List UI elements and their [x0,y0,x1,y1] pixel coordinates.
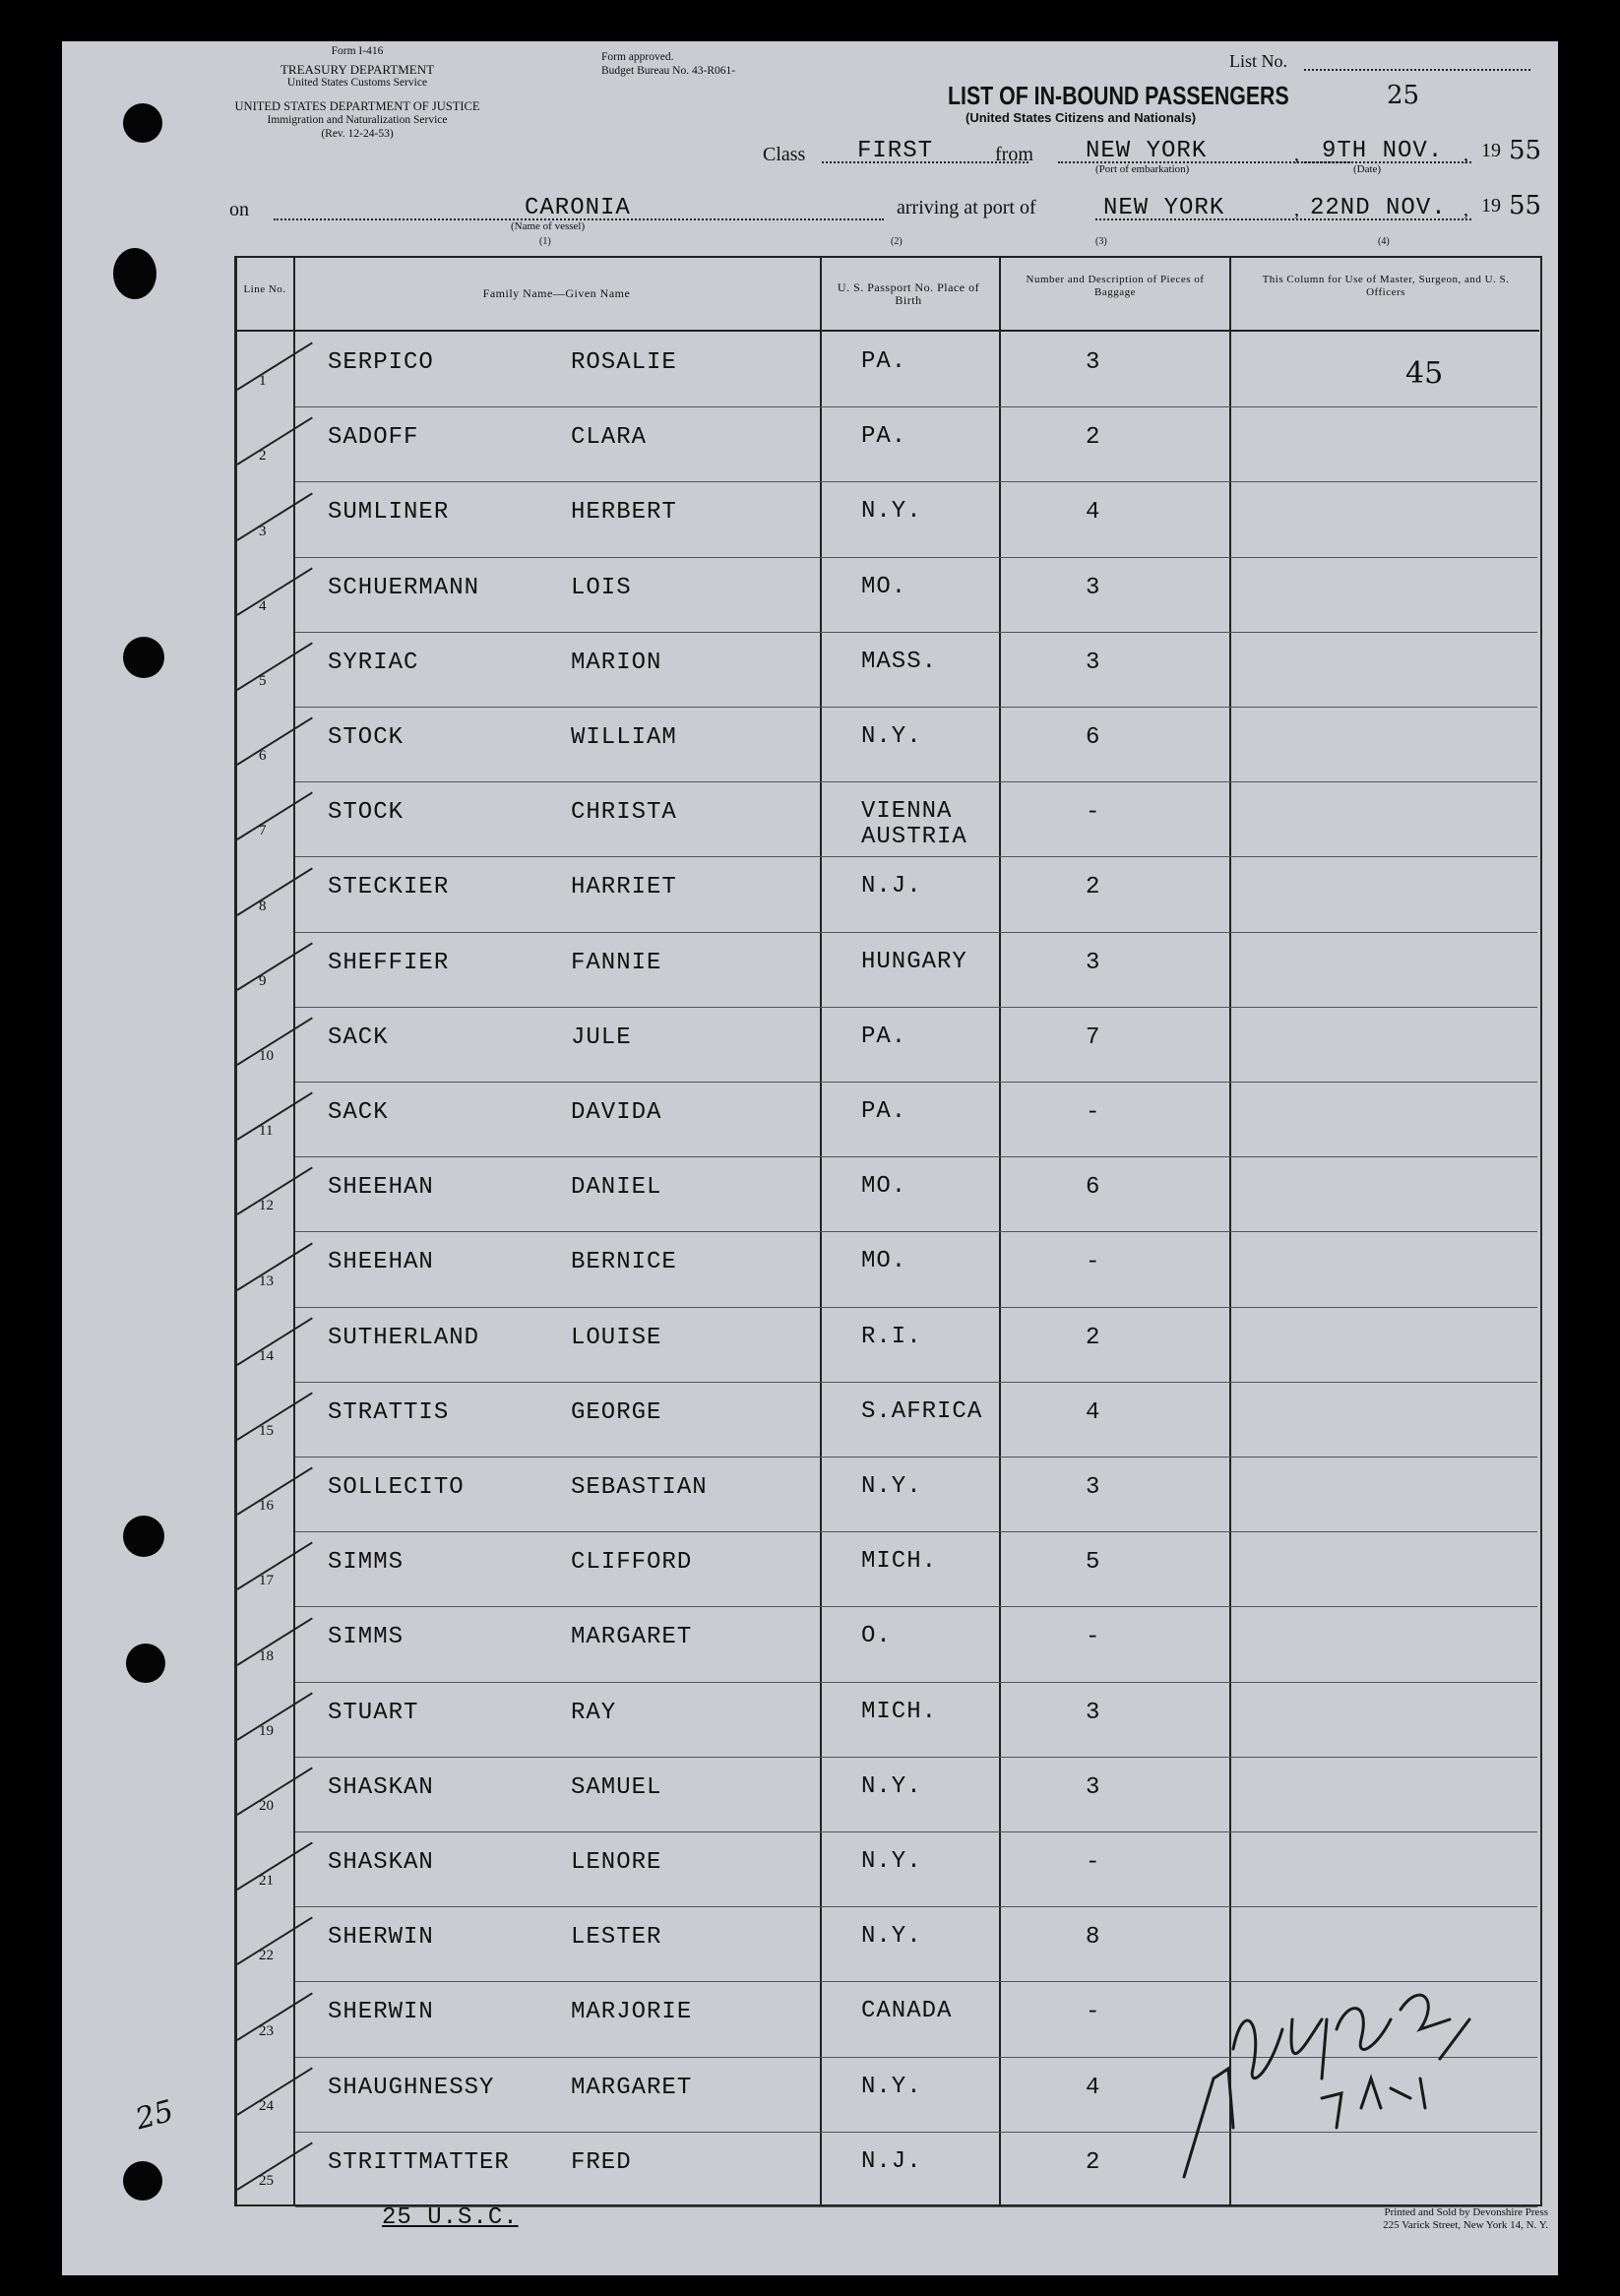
header-baggage: Number and Description of Pieces of Baggage [1026,274,1205,298]
given-name: CHRISTA [571,799,677,827]
baggage-count: 3 [1086,1699,1101,1726]
baggage-count: 3 [1086,574,1101,601]
col2-num: (2) [891,236,903,247]
line-number: 25 [259,2173,274,2189]
baggage-count: - [1086,1624,1101,1651]
family-name: STECKIER [328,874,450,901]
baggage-count: 6 [1086,724,1101,751]
baggage-count: 8 [1086,1924,1101,1952]
place-of-birth: N.Y. [861,2073,922,2100]
place-of-birth: VIENNA AUSTRIA [861,798,967,851]
document-subtitle: (United States Citizens and Nationals) [966,110,1197,125]
arriving-label: arriving at port of [897,197,1036,218]
line-number: 6 [259,748,267,765]
line-number: 9 [259,972,267,989]
punch-hole [123,637,164,678]
justice-dept: UNITED STATES DEPARTMENT OF JUSTICE [234,99,480,113]
place-of-birth: N.Y. [861,1923,922,1951]
header-officers: This Column for Use of Master, Surgeon, and U. S. Officers [1262,274,1510,298]
place-of-birth: PA. [861,1023,907,1050]
given-name: FRED [571,2148,632,2176]
family-name: SIMMS [328,1549,405,1577]
list-no-label: List No. [1229,51,1288,71]
form-number: Form I-416 [331,45,384,57]
given-name: CLIFFORD [571,1549,693,1577]
baggage-count: 3 [1086,1773,1101,1801]
baggage-count: 4 [1086,499,1101,527]
baggage-count: 4 [1086,1398,1101,1426]
comma-4: , [1464,199,1468,220]
port-caption: (Port of embarkation) [1095,163,1190,175]
baggage-count: 3 [1086,1474,1101,1501]
class-label: Class [763,144,806,165]
form-approved: Form approved. [601,51,674,63]
family-name: SHEEHAN [328,1174,434,1202]
comma-1: , [1294,144,1299,165]
given-name: DAVIDA [571,1099,662,1126]
line-number: 21 [259,1873,274,1890]
baggage-count: 3 [1086,349,1101,376]
line-number: 23 [259,2022,274,2039]
place-of-birth: N.Y. [861,498,922,526]
family-name: SUTHERLAND [328,1324,480,1351]
line-number: 12 [259,1198,274,1214]
place-of-birth: N.Y. [861,1848,922,1875]
given-name: HERBERT [571,499,677,527]
line-number: 22 [259,1948,274,1964]
officer-signature [1174,1960,1528,2187]
baggage-count: 2 [1086,2148,1101,2176]
given-name: GEORGE [571,1398,662,1426]
place-of-birth: MO. [861,573,907,600]
place-of-birth: MO. [861,1248,907,1275]
place-of-birth: PA. [861,423,907,451]
baggage-count: - [1086,1999,1101,2026]
col3-num: (3) [1095,236,1107,247]
place-of-birth: N.J. [861,2147,922,2175]
header-name: Family Name—Given Name [482,286,631,300]
line-number: 2 [259,448,267,465]
line-number: 14 [259,1347,274,1364]
line-number: 4 [259,597,267,614]
family-name: SHERWIN [328,1924,434,1952]
from-port: NEW YORK [1086,138,1208,164]
given-name: DANIEL [571,1174,662,1202]
printer-address: 225 Varick Street, New York 14, N. Y. [1383,2219,1548,2231]
date-line [1304,161,1471,163]
vessel-name: CARONIA [525,195,631,221]
header-line-no: Line No. [243,283,286,295]
line-number: 19 [259,1722,274,1739]
line-number: 8 [259,898,267,914]
given-name: MARGARET [571,2074,693,2101]
baggage-count: 7 [1086,1024,1101,1051]
place-of-birth: N.Y. [861,1473,922,1500]
given-name: MARION [571,649,662,676]
arrival-date: 22ND NOV. [1310,195,1447,221]
line-number: 5 [259,673,267,689]
customs-service: United States Customs Service [286,77,428,89]
family-name: SACK [328,1024,389,1051]
line-number: 13 [259,1272,274,1289]
document-title: LIST OF IN-BOUND PASSENGERS [948,81,1289,110]
year-1: 55 [1509,136,1542,165]
given-name: HARRIET [571,874,677,901]
family-name: SOLLECITO [328,1474,465,1501]
given-name: LOIS [571,574,632,601]
family-name: SACK [328,1099,389,1126]
baggage-count: 6 [1086,1174,1101,1202]
baggage-count: - [1086,1249,1101,1276]
given-name: WILLIAM [571,724,677,751]
punch-hole [123,103,162,143]
family-name: SHAUGHNESSY [328,2074,495,2101]
family-name: SCHUERMANN [328,574,480,601]
baggage-count: 3 [1086,649,1101,676]
family-name: STOCK [328,724,405,751]
family-name: SHEEHAN [328,1249,434,1276]
place-of-birth: N.Y. [861,1772,922,1800]
date-caption: (Date) [1353,163,1382,175]
given-name: MARGARET [571,1624,693,1651]
baggage-count: 3 [1086,949,1101,976]
from-label: from [995,144,1033,165]
given-name: LOUISE [571,1324,662,1351]
list-no-line [1304,69,1530,71]
line-number: 18 [259,1647,274,1664]
punch-hole [113,248,156,299]
baggage-count: - [1086,1099,1101,1126]
margin-number: 25 [132,2093,178,2138]
family-name: SIMMS [328,1624,405,1651]
given-name: LESTER [571,1924,662,1952]
family-name: SHASKAN [328,1773,434,1801]
line-number: 3 [259,523,267,539]
baggage-count: 4 [1086,2074,1101,2101]
arrival-port: NEW YORK [1103,195,1225,221]
place-of-birth: HUNGARY [861,948,967,975]
baggage-count: - [1086,799,1101,827]
family-name: SERPICO [328,349,434,376]
year-prefix-2: 19 [1481,195,1501,217]
comma-3: , [1294,199,1299,220]
punch-hole [123,2161,162,2201]
place-of-birth: N.J. [861,873,922,900]
family-name: SADOFF [328,424,419,452]
family-name: STRITTMATTER [328,2148,510,2176]
comma-2: , [1464,144,1468,165]
passenger-count: 45 [1405,356,1444,391]
list-number: 25 [1387,81,1420,110]
departure-date: 9TH NOV. [1322,138,1444,164]
col1-num: (1) [539,236,551,247]
family-name: STRATTIS [328,1398,450,1426]
line-number: 20 [259,1798,274,1814]
header-passport: U. S. Passport No. Place of Birth [837,280,980,307]
line-number: 15 [259,1423,274,1439]
family-name: SHEFFIER [328,949,450,976]
class-value: FIRST [857,138,934,164]
line-number: 1 [259,373,267,390]
treasury-dept: TREASURY DEPARTMENT [280,62,435,77]
line-number: 10 [259,1048,274,1064]
place-of-birth: CANADA [861,1998,953,2025]
given-name: MARJORIE [571,1999,693,2026]
line-number: 16 [259,1498,274,1515]
place-of-birth: MASS. [861,648,938,675]
baggage-count: 2 [1086,424,1101,452]
given-name: FANNIE [571,949,662,976]
year-2: 55 [1509,191,1542,220]
family-name: SYRIAC [328,649,419,676]
footer-stamp: 25 U.S.C. [382,2204,519,2231]
given-name: RAY [571,1699,617,1726]
place-of-birth: MO. [861,1173,907,1201]
given-name: ROSALIE [571,349,677,376]
given-name: JULE [571,1024,632,1051]
place-of-birth: N.Y. [861,723,922,750]
line-number: 7 [259,823,267,839]
baggage-count: - [1086,1849,1101,1876]
on-label: on [229,199,249,220]
baggage-count: 5 [1086,1549,1101,1577]
vessel-caption: (Name of vessel) [511,220,586,232]
revision: (Rev. 12-24-53) [321,128,394,140]
line-number: 24 [259,2097,274,2114]
given-name: BERNICE [571,1249,677,1276]
baggage-count: 2 [1086,874,1101,901]
place-of-birth: PA. [861,348,907,375]
family-name: STOCK [328,799,405,827]
given-name: LENORE [571,1849,662,1876]
line-number: 11 [259,1123,274,1140]
budget-bureau: Budget Bureau No. 43-R061- [601,65,736,77]
punch-hole [126,1644,165,1683]
place-of-birth: S.AFRICA [861,1397,983,1425]
place-of-birth: O. [861,1623,892,1650]
place-of-birth: PA. [861,1098,907,1125]
place-of-birth: MICH. [861,1548,938,1576]
printer-name: Printed and Sold by Devonshire Press [1384,2206,1548,2218]
year-prefix-1: 19 [1481,140,1501,161]
given-name: SEBASTIAN [571,1474,708,1501]
given-name: CLARA [571,424,648,452]
col4-num: (4) [1378,236,1390,247]
punch-hole [123,1516,164,1557]
family-name: SHERWIN [328,1999,434,2026]
document-sheet [62,41,1558,2275]
place-of-birth: R.I. [861,1323,922,1350]
family-name: SUMLINER [328,499,450,527]
place-of-birth: MICH. [861,1698,938,1725]
family-name: SHASKAN [328,1849,434,1876]
family-name: STUART [328,1699,419,1726]
baggage-count: 2 [1086,1324,1101,1351]
line-number: 17 [259,1573,274,1589]
ins-service: Immigration and Naturalization Service [267,114,448,126]
given-name: SAMUEL [571,1773,662,1801]
